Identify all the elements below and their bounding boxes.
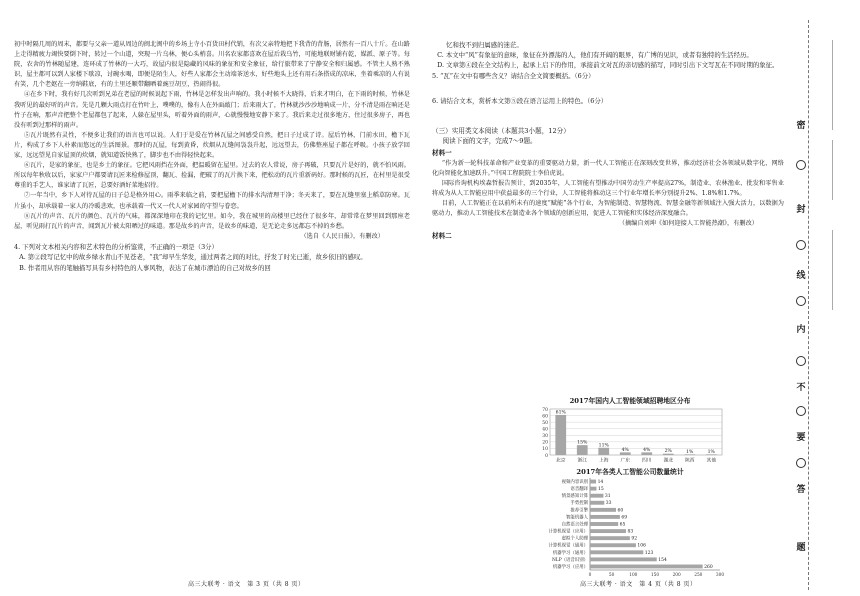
x-tick-label: 广东: [620, 458, 631, 464]
paragraph-7: ⑦一年当中，乡下人对待瓦屋的日子总是格外用心。雨季来临之前，要把屋檐下的排水沟清理干净；冬天来了，要在瓦缝里塞上稻草防寒。瓦片虽小，却承载着一家人的冷暖悲欢，也承载着一代又一代人对家园的守望与眷恋。: [14, 192, 410, 210]
bar: [590, 565, 703, 569]
question-4-option-c: C. 本文中“风”有象征的意味，象征在外漂荡的人，他们有开阔的眼界，有广博的见识，或者有独特的生活经历。: [437, 51, 753, 60]
chart-1-title: 2017年国内人工智能领域招聘地区分布: [569, 397, 691, 405]
bar: [555, 415, 566, 455]
left-page: [0, 0, 420, 596]
y-tick-label: 计算机视觉（通用）: [548, 543, 588, 549]
y-tick-label: 视频内容识别: [561, 479, 588, 485]
y-tick-label: 0: [545, 453, 548, 459]
page-footer-left: 高三大联考 · 语文 第 3 页（共 8 页）: [188, 581, 305, 588]
data-label: 4%: [621, 447, 629, 453]
margin-label: 内: [796, 325, 806, 335]
data-label: 65: [619, 522, 626, 528]
data-label: 69: [621, 515, 628, 521]
answer-space-5: [432, 81, 784, 96]
x-tick-label: 250: [694, 573, 703, 578]
data-label: 33: [605, 501, 612, 507]
data-label: 15%: [577, 440, 588, 446]
answer-space-6: [432, 107, 784, 122]
y-tick-label: 语音翻译: [570, 487, 588, 493]
x-tick-label: 陕西: [684, 458, 695, 464]
margin-circle: [796, 458, 806, 468]
bar: [590, 480, 596, 484]
bar: [590, 508, 616, 512]
material-1-label: 材料一: [432, 148, 452, 157]
material-1-para-1: “作为新一轮科技革命和产业变革的重要驱动力量，新一代人工智能正在深刻改变世界，推动经济社会各领域从数字化、网络化向智能化加速跃升。”中国工程院院士李伯虎说。: [432, 159, 784, 177]
data-label: 11%: [598, 443, 609, 449]
question-4-option-a: A. 第②段写记忆中的故乡绿水青山不见苍老，“我”却早生华发，通过两者之间的对比，抒发了时光已逝，故乡依旧的感叹。: [19, 253, 367, 262]
question-4-option-d: D. 文章第④段在全文结构上，起承上启下的作用，承接前文对瓦的亲切感的描写，同时引出下文写瓦在不同时期的象征。: [437, 61, 779, 70]
data-label: 92: [631, 536, 638, 542]
data-label: 260: [704, 564, 713, 570]
margin-circle: [796, 406, 806, 416]
chart-2-svg: [532, 476, 728, 583]
y-tick-label: 10: [542, 447, 548, 453]
margin-circle: [796, 160, 806, 170]
x-tick-label: 50: [608, 573, 615, 578]
data-label: 61%: [555, 410, 566, 416]
data-label: 15: [598, 487, 604, 493]
material-2-label: 材料二: [432, 232, 452, 241]
question-4-stem: 4. 下列对文本相关内容和艺术特色的分析鉴赏，不正确的一项是（3分）: [14, 242, 218, 251]
x-tick-label: 浙江: [577, 458, 588, 464]
y-tick-label: 20: [542, 440, 548, 446]
bar: [577, 445, 588, 455]
source-citation: （选自《人民日报》，有删改）: [300, 232, 384, 240]
data-label: 2%: [664, 449, 672, 455]
bar: [590, 536, 630, 540]
data-label: 83: [627, 529, 634, 535]
y-tick-label: 自然语言处理: [561, 522, 588, 528]
page-footer-right: 高三大联考 · 语文 第 4 页（共 8 页）: [580, 581, 697, 588]
bar: [590, 557, 657, 561]
paragraph-4: ④在乡下时，我有好几次听到兄弟在老屋的时候说起下雨，竹林是怎样发出声响的。我小时候不大晓得，后来才明白，在下雨的时候，竹林是我听见的最好听的声音。先是几颗大雨点打在竹叶上，噗噗的，像有人在外面敲门；后来雨大了，竹林就沙沙沙地响成一片，分不清是雨在响还是竹子在响，那声音把整个老屋都包了起来，人躲在屋里头，听着外面的雨声，心就慢慢地安静下来了。我后来走过很多地方，住过很多房子，再也没有听到过那样的雨声。: [14, 91, 410, 129]
bar: [598, 448, 609, 455]
data-label: 60: [617, 508, 624, 514]
material-1-para-2: 国际咨询机构埃森哲报告预计，到2035年，人工智能有望推动中国劳动生产率提高27%，制造业、农林渔业、批发和零售业将成为从人工智能应用中获益最多的三个行业，人工智能将推动这三个行业年增长率分别提升2%、1.8%和1.7%。: [432, 179, 784, 198]
fill-in-line: [832, 140, 833, 200]
y-tick-label: 推荐引擎: [570, 508, 588, 514]
bar: [590, 515, 620, 519]
y-tick-label: 50: [542, 420, 548, 426]
margin-label: 要: [796, 433, 806, 443]
chart-region-distribution: [532, 395, 728, 471]
x-tick-label: 100: [629, 573, 638, 578]
bar: [590, 543, 636, 547]
data-label: 106: [637, 543, 647, 549]
fill-in-line: [832, 40, 833, 130]
x-tick-label: 300: [715, 573, 725, 578]
y-tick-label: 机器学习（应用）: [552, 564, 588, 570]
margin-label: 密: [796, 121, 806, 131]
data-label: 154: [658, 557, 667, 563]
margin-label: 封: [796, 205, 806, 215]
y-tick-label: 智能机器人: [566, 515, 588, 521]
margin-circle: [796, 356, 806, 366]
paragraph-1: 初中时隔几周的周末，都要与父亲一道从周边的闽北闽中的乡场上寺小百货田村代销，有次父亲特地把下我背的背肠，居然有一百八十斤。在山路上走得精疲力竭快要倒下时，转过一个山道，突现一片乌林，便心头梢喜。川名农家都喜欢在屋后栽乌竹，可能地联财铺有乾，媒派、原子等。每院，农舍的竹林随屋建，连环成了竹林的一大巧，故屋内很是隐藏的风味的象征和安全象征，给行旅带来了宁静安全和归属感。不管主人熟不熟识，屋主都可以到人家楼下歇凉，讨碗水喝，即便是陌生人，好些人家都会主动端茶送水，好些地头上还有用石条搭成的凉床，坐着乘凉的人有说有笑，几个老妪在一旁纳鞋底，有的土里还顺带翻晒着豌豆胡豆，热闹得很。: [14, 41, 410, 89]
bar: [590, 529, 626, 533]
bar: [590, 522, 618, 526]
x-tick-label: 上海: [598, 458, 609, 464]
chart-2-title: 2017年各类人工智能公司数量统计: [576, 468, 684, 476]
data-label: 31: [604, 494, 611, 500]
bar: [590, 550, 643, 554]
chart-1-svg: [532, 405, 728, 467]
margin-label: 答: [796, 485, 806, 495]
margin-circle: [796, 240, 806, 250]
y-tick-label: 40: [542, 427, 548, 433]
question-4-option-b: B. 作者用从容的笔触描写具有乡村特色的人事风物，表达了在城市漂泊的自己对故乡的回: [19, 263, 271, 272]
x-tick-label: 200: [672, 573, 681, 578]
y-tick-label: 70: [542, 407, 548, 413]
chart-company-count: [532, 466, 728, 587]
seal-line: [808, 20, 809, 590]
paragraph-6: ⑥瓦片，是家的象征，也是乡土的象征。它把风雨挡在外面，把温暖留在屋里。过去的农人常说，房子再破，只要瓦片是好的，就不怕风雨。所以每年秋收以后，家家户户都要请瓦匠来检修屋顶，翻瓦、捡漏，把破了的瓦片换下来，把松动的瓦片重新码好。那时候的瓦匠，在村里是很受尊重的手艺人，谁家请了瓦匠，总要好酒好菜地招待。: [14, 162, 410, 190]
material-1-source: （摘编自刘坤《如何迎接人工智能热潮》，有删改）: [618, 220, 758, 228]
data-label: 1%: [707, 449, 715, 455]
y-tick-label: 60: [542, 414, 548, 420]
section-3-instruction: 阅读下面的文字，完成7～9题。: [442, 136, 537, 145]
question-5: 5. “瓦”在文中有哪些含义？请结合全文简要概括。（6分）: [432, 71, 595, 80]
y-tick-label: 机器学习（通用）: [552, 550, 588, 556]
data-label: 1%: [686, 449, 694, 455]
x-tick-label: 150: [650, 573, 660, 578]
x-tick-label: 0: [588, 573, 592, 578]
material-1-para-3: 目前，人工智能正在以前所未有的速度“赋能”各个行业，为智能制造、智慧物流、智慧金融等新领域注入强大活力，以数据为驱动力，推动人工智能技术在制造业各个领域的创新应用，促进人工智能和实体经济深度融合。: [432, 200, 784, 218]
y-tick-label: 情景感知计算: [561, 494, 588, 500]
data-label: 4%: [643, 447, 651, 453]
x-tick-label: 北京: [555, 458, 566, 464]
margin-circle: [796, 296, 806, 306]
data-label: 14: [597, 479, 604, 485]
paragraph-8: ⑧瓦片的声音、瓦片的颜色、瓦片的气味，都深深地印在我的记忆里。如今，我在城里的高楼里已经住了很多年，却常常在梦里回到那座老屋，听见雨打瓦片的声音，闻到瓦片被太阳晒过的味道。那是故乡的声音，是故乡的味道，是无论走多远都忘不掉的乡愁。: [14, 212, 410, 230]
margin-label: 题: [796, 543, 806, 553]
bar: [590, 494, 603, 498]
y-tick-label: 计算机视觉（应用）: [548, 529, 588, 535]
margin-label: 线: [796, 271, 806, 281]
question-6: 6. 请结合文本，赏析本文第⑤段在语言运用上的特色。（6分）: [432, 97, 608, 106]
plot-frame: [550, 409, 722, 455]
y-tick-label: 手势控制: [570, 501, 588, 507]
margin-label: 不: [796, 383, 806, 393]
fill-in-line: [832, 230, 833, 310]
x-tick-label: 四川: [641, 458, 652, 464]
y-tick-label: 虚拟个人助理: [561, 536, 588, 542]
x-tick-label: 其他: [706, 458, 717, 464]
bar: [590, 501, 604, 505]
bar: [590, 487, 597, 491]
section-3-heading: （三）实用类文本阅读（本题共3小题，12分）: [432, 126, 570, 135]
y-tick-label: 30: [542, 434, 548, 440]
option-b-continuation: 忆和找不到归属感的迷茫。: [446, 41, 523, 49]
data-label: 123: [644, 550, 654, 556]
x-tick-label: 湖北: [663, 458, 674, 464]
paragraph-5: ⑤瓦片既然有灵性，不便多让我们的语言也可以说。人们于是爱在竹林瓦屋之间感受自然，把日子过成了诗。屋后竹林，门前水田，檐下瓦片，构成了乡下人朴素而悠远的生活图景。那时的瓦屋，每到黄昏，炊烟从瓦缝间袅袅升起，远远望去，仿佛整座屋子都在呼吸。小孩子放学回家，远远望见自家屋顶的炊烟，就知道饭快熟了，脚步也不由得轻快起来。: [14, 131, 410, 160]
y-tick-label: NLP（语音识别）: [551, 557, 588, 563]
